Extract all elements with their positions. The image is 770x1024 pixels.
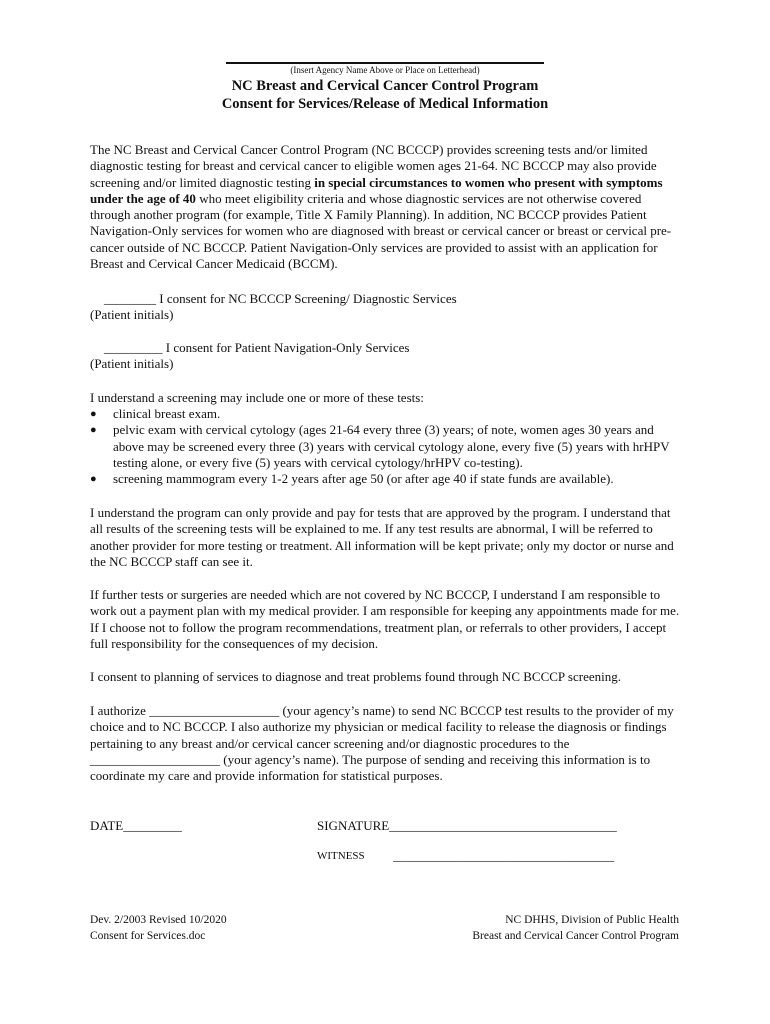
tests-lead: I understand a screening may include one or more of these tests: xyxy=(90,390,424,405)
patient-initials-label: (Patient initials) xyxy=(90,307,174,322)
list-item-text: screening mammogram every 1-2 years after age 50 (or after age 40 if state funds are available). xyxy=(113,471,614,487)
witness-label: WITNESS xyxy=(317,850,365,862)
date-field[interactable]: DATE_________ xyxy=(90,818,182,833)
list-item-text: pelvic exam with cervical cytology (ages 21-64 every three (3) years; of note, women ages 30 years and above may be screened every three (3) years with cervical cytology alone, every five (5) years with hrHPV testing alone, or every five (5) years with cervical cytology/hrHPV co-testing). xyxy=(113,422,670,470)
intro-text-1: The NC Breast and Cervical Cancer Control Program (NC BCCCP) provides screening tests and/or limited diagnostic testing for breast and cervical cancer to eligible women ages 21-64. NC BCCCP may also provide screening and/or limited diagnostic testing xyxy=(90,142,657,190)
document-filename: Consent for Services.doc xyxy=(90,930,206,942)
tests-list xyxy=(90,406,682,487)
bullet-icon: ● xyxy=(90,408,97,420)
bullet-icon: ● xyxy=(90,424,97,437)
agency-division: NC DHHS, Division of Public Health xyxy=(505,914,679,926)
list-item-text: clinical breast exam. xyxy=(113,406,221,421)
revision-date: Dev. 2/2003 Revised 10/2020 xyxy=(90,914,227,926)
signature-field[interactable]: SIGNATURE___________________________________ xyxy=(317,818,617,833)
consent-screening-line[interactable]: ________ I consent for NC BCCCP Screening/ Diagnostic Services xyxy=(104,291,457,306)
consent-navigation-line[interactable]: _________ I consent for Patient Navigation-Only Services xyxy=(104,340,410,355)
further-tests-paragraph: If further tests or surgeries are needed which are not covered by NC BCCCP, I understand I am responsible to work out a payment plan with my medical provider. I am responsible for keeping any appointments made for me. If I choose not to follow the program recommendations, treatment plan, or referrals to other providers, I accept full responsibility for the consequences of my decision. xyxy=(90,587,680,651)
list-item xyxy=(90,406,682,422)
list-item xyxy=(90,471,682,487)
intro-paragraph xyxy=(90,142,682,272)
program-name: Breast and Cervical Cancer Control Program xyxy=(472,930,679,942)
form-title: NC Breast and Cervical Cancer Control Program xyxy=(231,78,539,94)
list-item xyxy=(90,422,682,471)
patient-initials-label: (Patient initials) xyxy=(90,356,174,371)
form-subtitle: Consent for Services/Release of Medical Information xyxy=(221,96,549,112)
witness-field[interactable]: __________________________________ xyxy=(393,848,614,863)
letterhead-note: (Insert Agency Name Above or Place on Letterhead) xyxy=(290,65,480,75)
footer-right xyxy=(472,912,679,944)
letterhead-line xyxy=(226,62,544,64)
bullet-icon: ● xyxy=(90,473,97,486)
program-paragraph: I understand the program can only provide and pay for tests that are approved by the program. I understand that all results of the screening tests will be explained to me. If any test results are abnormal, I will be referred to another provider for more testing or treatment. All information will be kept private; only my doctor or nurse and the NC BCCCP staff can see it. xyxy=(90,505,674,569)
intro-bold-text: in special circumstances to women who present with symptoms under the age of 40 xyxy=(90,174,663,206)
intro-text-2: who meet eligibility criteria and whose diagnostic services are not otherwise covered through another program (for example, Title X Family Planning). In addition, NC BCCCP provides Patient Navigation-Only services for women who are diagnosed with breast or cervical cancer or breast or cervical pre-cancer outside of NC BCCCP. Patient Navigation-Only services are provided to assist with an application for Breast and Cervical Cancer Medicaid (BCCM). xyxy=(90,190,672,272)
footer-left xyxy=(90,912,227,944)
planning-paragraph: I consent to planning of services to diagnose and treat problems found through NC BCCCP screening. xyxy=(90,669,621,684)
authorize-paragraph: I authorize ____________________ (your agency’s name) to send NC BCCCP test results to the provider of my choice and to NC BCCCP. I also authorize my physician or medical facility to release the diagnosis or findings pertaining to any breast and/or cervical cancer screening and/or diagnostic procedures to the ____________________ (your agency’s name). The purpose of sending and receiving this information is to coordinate my care and provide information for statistical purposes. xyxy=(90,703,674,784)
